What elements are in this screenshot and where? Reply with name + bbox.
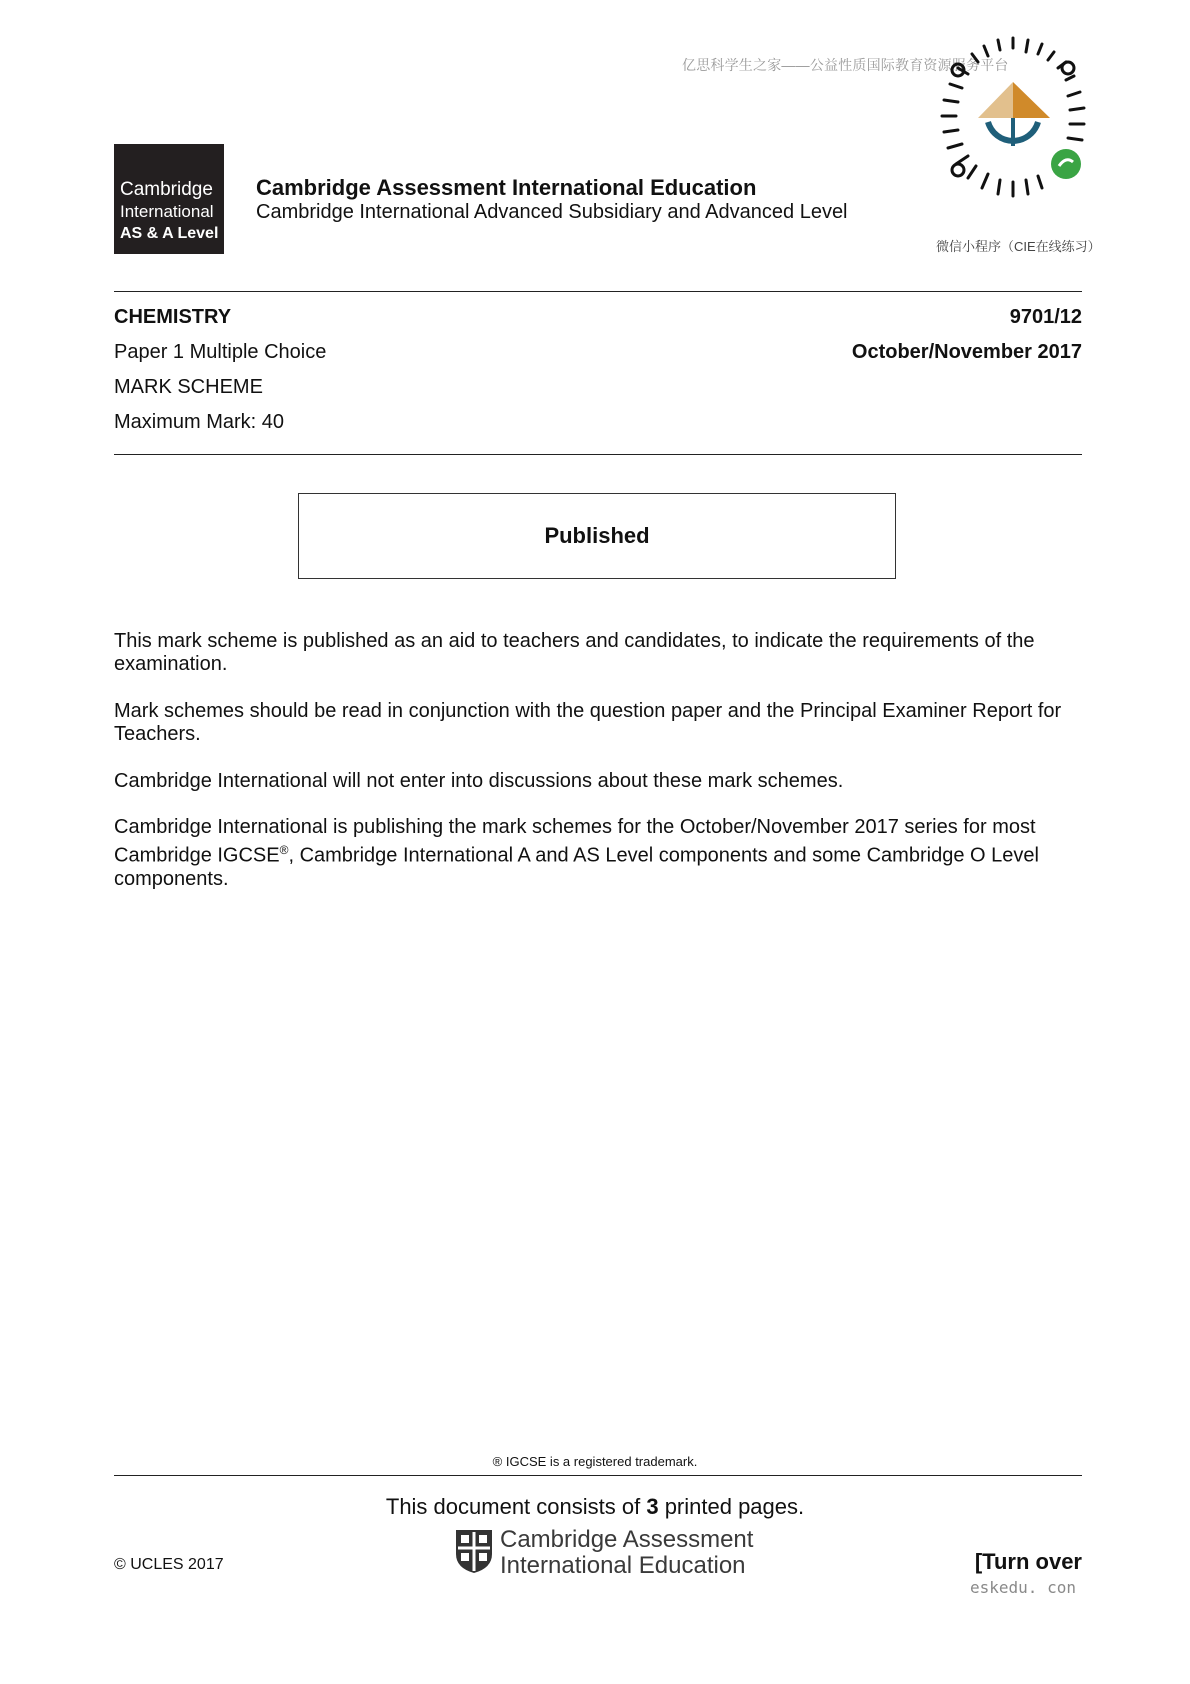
- paragraph-conjunction: Mark schemes should be read in conjunction with the question paper and the Principal Examiner Report for Teachers.: [114, 700, 1062, 745]
- published-box: [298, 493, 896, 579]
- paragraph-publishing: [114, 816, 1082, 891]
- cambridge-assessment-logo: [454, 1526, 754, 1579]
- registered-mark: ®: [279, 843, 289, 857]
- org-subtitle: Cambridge International Advanced Subsidiary and Advanced Level: [256, 201, 848, 223]
- maximum-mark: Maximum Mark: 40: [114, 411, 285, 433]
- paragraph-purpose: This mark scheme is published as an aid to teachers and candidates, to indicate the requirements of the examination.: [114, 630, 1035, 675]
- header-divider: [114, 291, 1082, 292]
- org-name: Cambridge Assessment International Education: [256, 175, 757, 200]
- page-count: 3: [646, 1494, 659, 1519]
- paragraph-publishing-part2: , Cambridge International A and AS Level components and some Cambridge O Level components.: [114, 844, 1039, 890]
- footer-logo-line2: International Education: [500, 1552, 746, 1579]
- crest-icon: [454, 1528, 494, 1574]
- watermark-text: 亿思科学生之家——公益性质国际教育资源服务平台: [682, 57, 1009, 73]
- exam-session: October/November 2017: [851, 341, 1082, 363]
- document-type: MARK SCHEME: [114, 376, 263, 398]
- paragraph-discussions: Cambridge International will not enter into discussions about these mark schemes.: [114, 770, 844, 792]
- footer-divider: [114, 1475, 1082, 1476]
- turn-over-label: [Turn over: [974, 1549, 1082, 1574]
- page-count-prefix: This document consists of: [385, 1494, 647, 1519]
- page-count-suffix: printed pages.: [658, 1494, 805, 1519]
- copyright: © UCLES 2017: [114, 1556, 224, 1573]
- logo-line-cambridge: Cambridge: [120, 179, 213, 200]
- published-label: Published: [544, 523, 650, 548]
- trademark-note: ® IGCSE is a registered trademark.: [492, 1454, 698, 1469]
- paper-name: Paper 1 Multiple Choice: [114, 341, 327, 363]
- subject-title: CHEMISTRY: [114, 306, 232, 328]
- logo-line-level: AS & A Level: [120, 225, 219, 242]
- qr-caption: 微信小程序（CIE在线练习）: [936, 239, 1101, 254]
- page-count-note: [0, 1494, 1190, 1520]
- logo-line-international: International: [120, 202, 214, 221]
- qr-code-icon: [918, 30, 1108, 220]
- paragraph-publishing-part1: Cambridge International is publishing the mark schemes for the October/November 2017 series for most Cambridge IGCSE: [114, 816, 1036, 867]
- cambridge-logo: [114, 144, 224, 254]
- paper-code: 9701/12: [1009, 306, 1082, 328]
- meta-divider: [114, 454, 1082, 455]
- site-watermark: eskedu. con: [970, 1578, 1076, 1597]
- footer-logo-line1: Cambridge Assessment: [500, 1526, 754, 1553]
